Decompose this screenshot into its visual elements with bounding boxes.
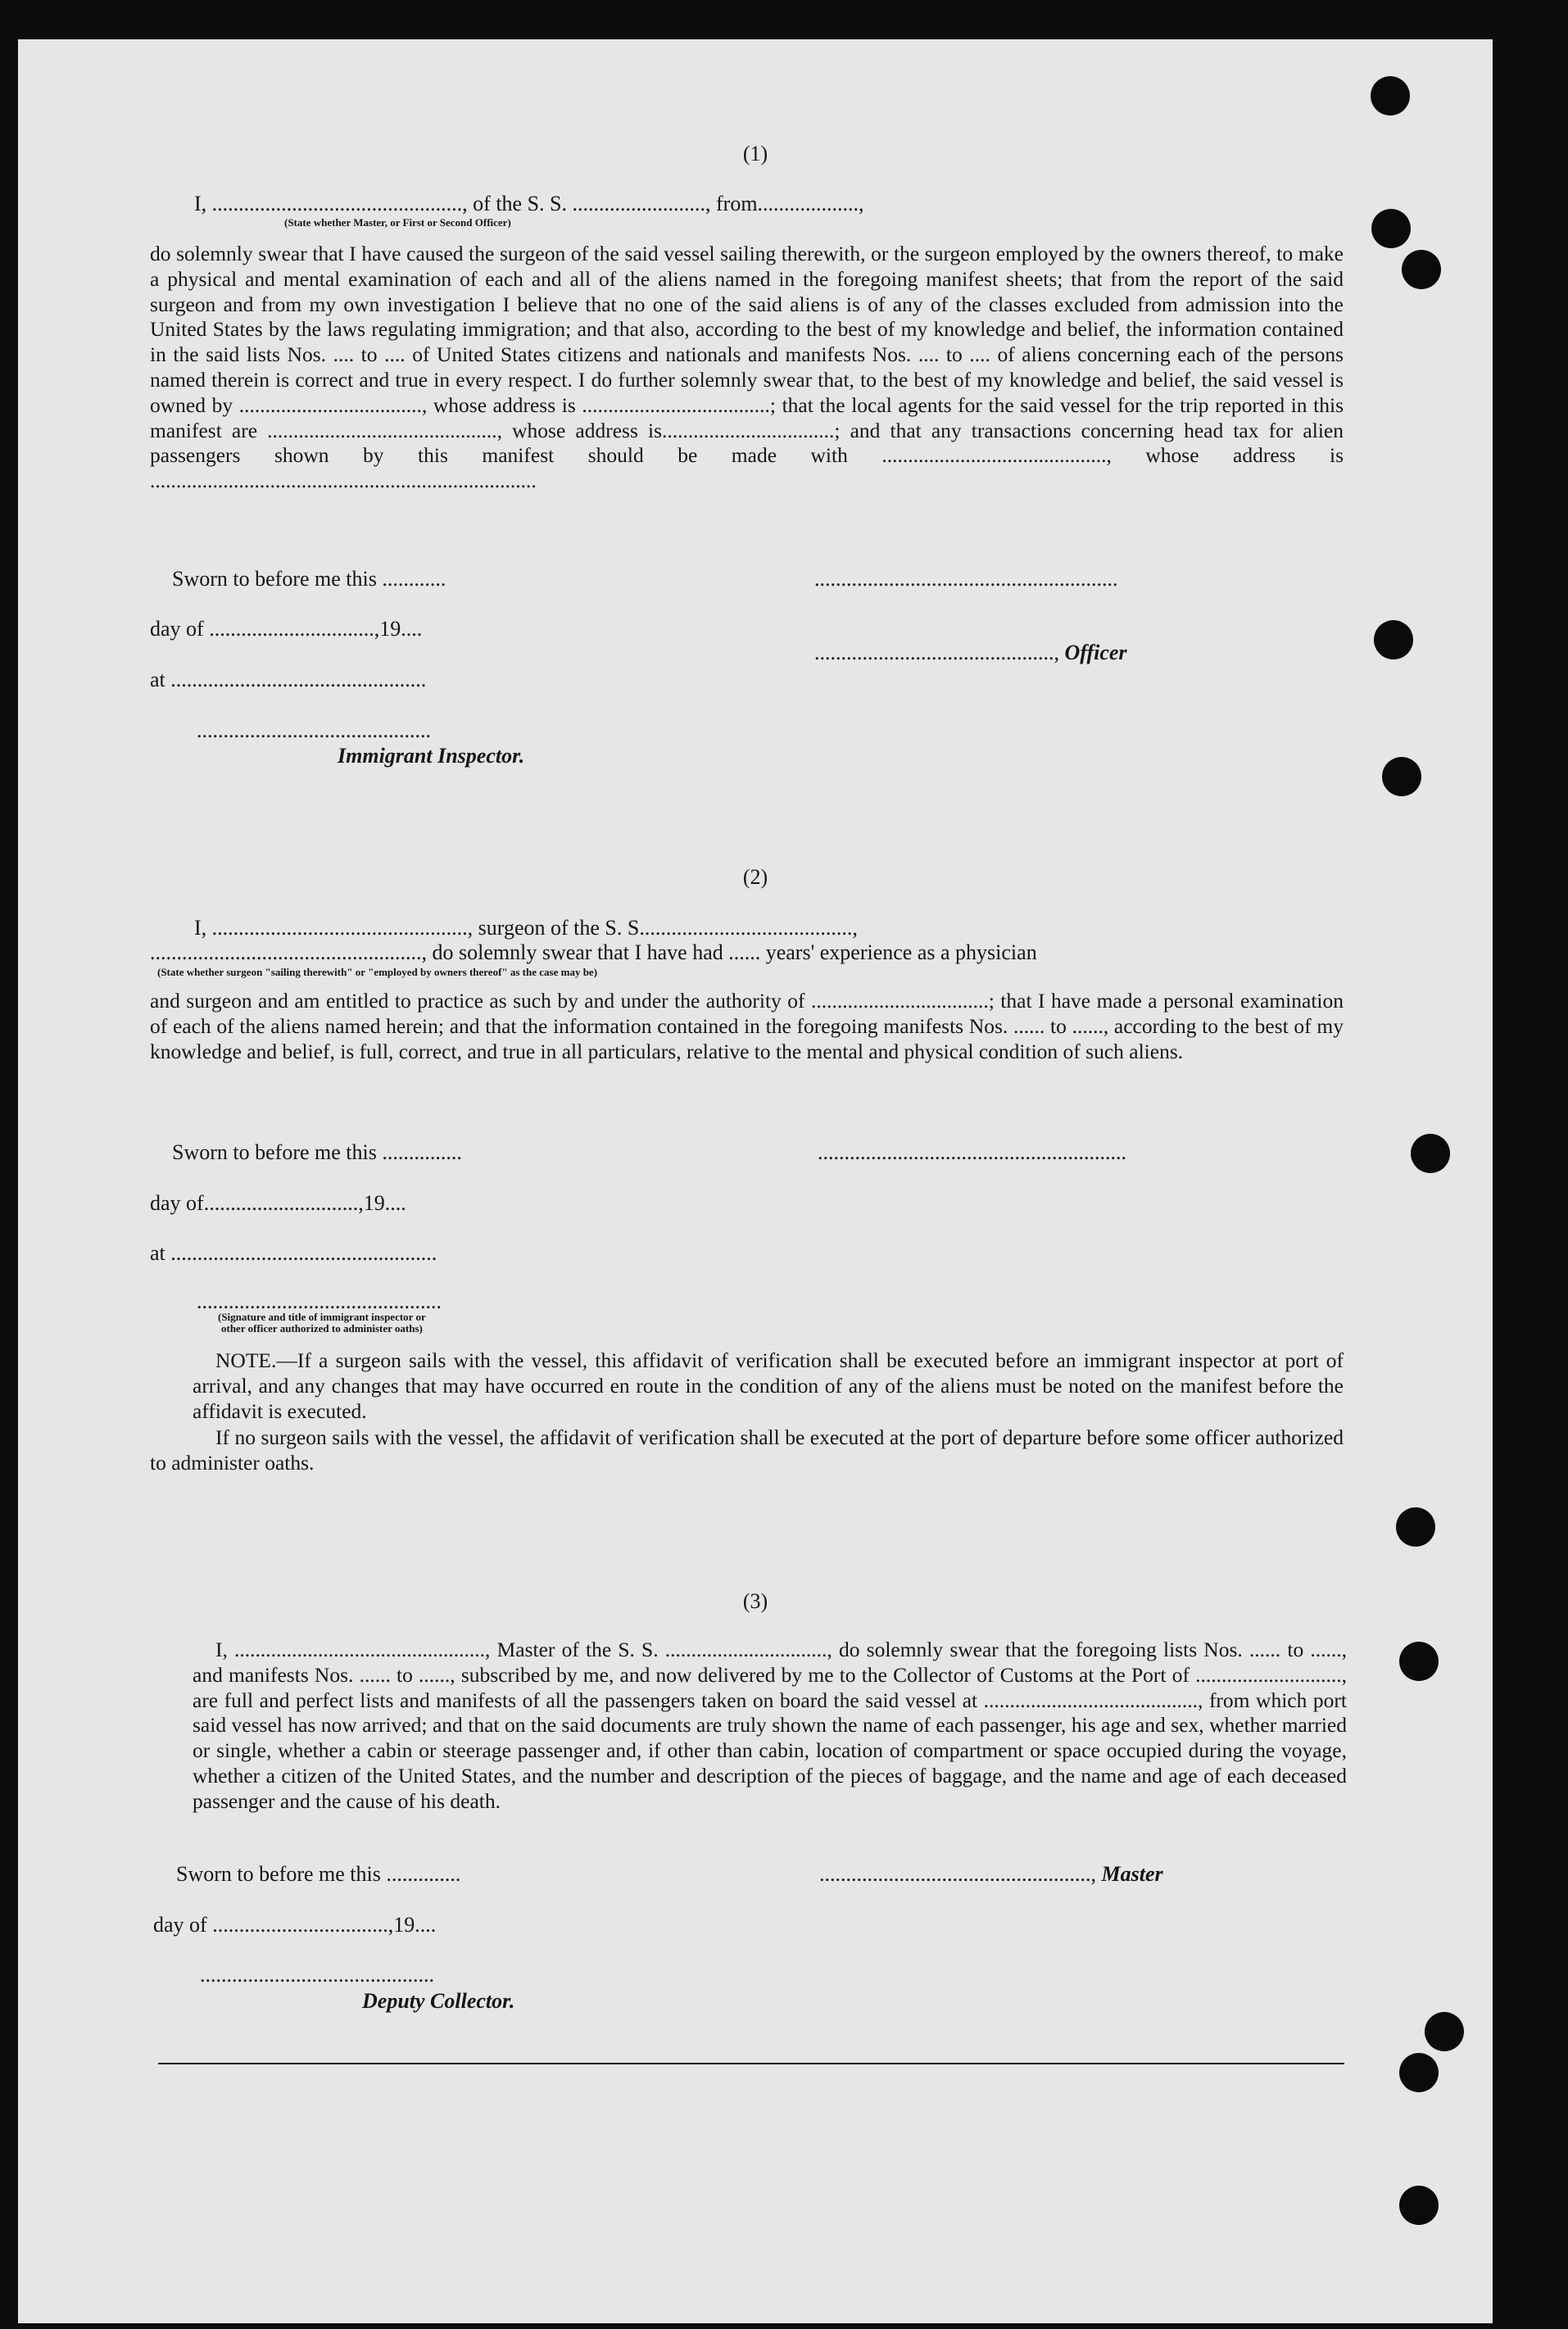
section-2-paragraph: and surgeon and am entitled to practice as such by and under the authority of ..................................; that I have made a personal examination of each of the aliens named herein; and that the information contained in the foregoing manifests Nos. ...... to ......, according to the best of my knowledge and belief, is full, correct, and true in all particulars, relative to the mental and physical condition of such aliens. [150,989,1344,1063]
section-1-officer-line [814,641,1127,665]
section-1-paragraph: do solemnly swear that I have caused the surgeon of the said vessel sailing therewith, or the surgeon employed by the owners thereof, to make a physical and mental examination of each and all of the aliens named in the foregoing manifest sheets; that from the report of the said surgeon and from my own investigation I believe that no one of the said aliens is of any of the classes excluded from admission into the United States by the laws regulating immigration; and that also, according to the best of my knowledge and belief, the information contained in the said lists Nos. .... to .... of United States citizens and nationals and manifests Nos. .... to .... of aliens concerning each of the persons named therein is correct and true in every respect. I do further solemnly swear that, to the best of my knowledge and belief, the said vessel is owned by ..................................., whose address is ....................................; that the local agents for the said vessel for the trip reported in this manifest are ............................................, whose address is.................................; and that any transactions concerning head tax for alien passengers shown by this manifest should be made with ..........................................., whose address is .......................................................................... [150,242,1344,493]
officer-dots: ............................................., [814,641,1065,664]
section-1-number: (1) [742,142,768,165]
section-2-signature-note-2: other officer authorized to administer oaths) [221,1322,423,1334]
punch-hole [1411,1134,1450,1173]
section-2-number: (2) [742,865,768,889]
punch-hole [1374,620,1413,659]
punch-hole [1399,1642,1439,1681]
section-2-sworn: Sworn to before me this ............... [172,1140,462,1164]
section-1-inspector-dots: ............................................ [197,718,431,742]
section-1-oath-line: I, ..............................................., of the S. S. ........................., from..................., [194,192,864,215]
section-1-inspector-label: Immigrant Inspector. [338,744,525,768]
section-2-surgeon-note: (State whether surgeon "sailing therewith" or "employed by owners thereof" as the case may be) [157,966,598,978]
section-3-day: day of .................................,19.... [153,1913,437,1937]
manifest-page [18,39,1493,2323]
section-2-oath-line-2: ..................................................., do solemnly swear that I have had ...... years' experience as a physician [150,940,1037,964]
section-1-sworn: Sworn to before me this ............ [172,567,446,591]
section-2-signature-dots: .............................................. [197,1289,442,1313]
master-dots: ..................................................., [819,1862,1102,1886]
section-1-at: at ................................................ [150,668,427,691]
section-2-day: day of.............................,19.... [150,1191,406,1215]
punch-hole [1399,2053,1439,2092]
section-2-signature-note-1: (Signature and title of immigrant inspector or [218,1311,426,1323]
punch-hole [1382,757,1421,796]
section-2-oath-line: I, ................................................, surgeon of the S. S........................................, [194,916,858,940]
bottom-rule [158,2063,1344,2064]
section-3-collector-label: Deputy Collector. [362,1989,515,2013]
section-3-master-line [819,1862,1163,1887]
master-label: Master [1101,1862,1163,1886]
punch-hole [1402,250,1441,289]
section-3-collector-dots: ............................................ [200,1963,434,1987]
section-3-sworn: Sworn to before me this .............. [176,1862,461,1886]
section-2-sworn-signature: .......................................................... [818,1140,1126,1164]
punch-hole [1371,209,1411,248]
section-2-at: at .................................................. [150,1241,437,1265]
section-1-sworn-signature: ......................................................... [814,567,1118,591]
punch-hole [1399,2186,1439,2225]
section-1-day: day of ...............................,19.... [150,617,423,641]
punch-hole [1425,2012,1464,2051]
section-1-officer-note: (State whether Master, or First or Second Officer) [284,216,511,229]
section-3-paragraph: I, ................................................, Master of the S. S. ..............................., do solemnly swear that the foregoing lists Nos. ...... to ......, and manifests Nos. ...... to ......, subscribed by me, and now delivered by me to the Collector of Customs at the Port of ............................, are full and perfect lists and manifests of all the passengers taken on board the said vessel at ........................................., from which port said vessel has now arrived; and that on the said documents are truly shown the name of each passenger, his age and sex, whether married or single, whether a cabin or steerage passenger and, if other than cabin, location of compartment or space occupied during the voyage, whether a citizen of the United States, and the number and description of the pieces of baggage, and the name and age of each deceased passenger and the cause of his death. [193,1638,1347,1813]
section-2-note-2: If no surgeon sails with the vessel, the affidavit of verification shall be executed at the port of departure before some officer authorized to administer oaths. [150,1425,1344,1475]
section-3-number: (3) [742,1589,768,1613]
officer-label: Officer [1064,641,1127,664]
punch-hole [1371,76,1410,116]
punch-hole [1396,1507,1435,1547]
section-2-note-1: NOTE.—If a surgeon sails with the vessel, this affidavit of verification shall be executed before an immigrant inspector at port of arrival, and any changes that may have occurred en route in the condition of any of the aliens must be noted on the manifest before the affidavit is executed. [193,1348,1344,1423]
